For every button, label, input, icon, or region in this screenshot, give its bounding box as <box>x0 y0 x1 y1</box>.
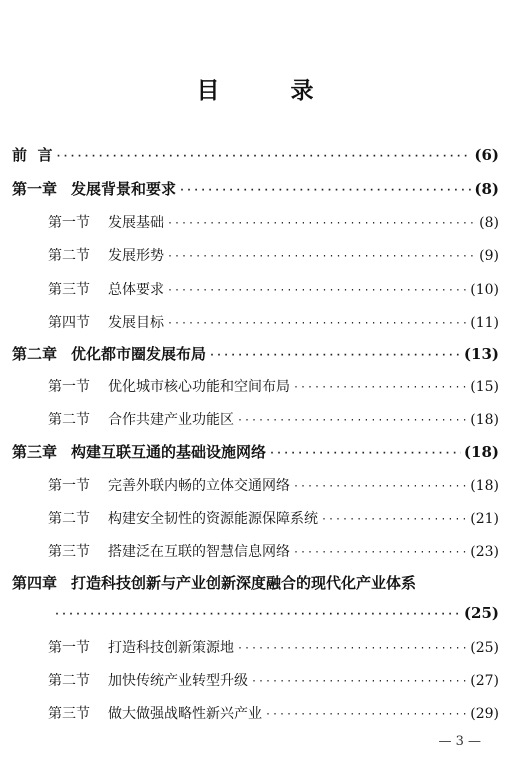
section-title: 发展形势 <box>108 248 164 264</box>
toc-entry-chapter-3[interactable] <box>12 441 499 462</box>
leader-dots <box>167 318 467 329</box>
leader-dots <box>237 415 467 426</box>
toc-entry-chapter-2[interactable] <box>12 343 499 364</box>
toc-entry-chapter-2-section-2[interactable] <box>48 409 499 429</box>
leader-dots <box>209 350 461 361</box>
leader-dots <box>167 218 476 229</box>
leader-dots <box>265 709 467 720</box>
section-number: 第二节 <box>48 511 90 527</box>
section-number: 第三节 <box>48 706 90 722</box>
toc-entry-chapter-3-section-3[interactable] <box>48 541 499 561</box>
chapter-number: 第四章 <box>12 574 58 592</box>
toc-entry-chapter-2-section-1[interactable] <box>48 376 499 396</box>
toc-page-number: (23) <box>470 544 499 560</box>
section-number: 第一节 <box>48 379 90 395</box>
chapter-number: 第二章 <box>12 345 58 363</box>
leader-dots <box>55 151 471 162</box>
section-title: 完善外联内畅的立体交通网络 <box>108 478 290 494</box>
section-title: 优化城市核心功能和空间布局 <box>108 379 290 395</box>
section-title: 搭建泛在互联的智慧信息网络 <box>108 544 290 560</box>
toc-entry-chapter-1-section-1[interactable] <box>48 212 499 232</box>
section-number: 第一节 <box>48 640 90 656</box>
section-number: 第二节 <box>48 248 90 264</box>
section-number: 第四节 <box>48 315 90 331</box>
toc-entry-chapter-1-section-3[interactable] <box>48 279 499 299</box>
toc-entry-chapter-4-section-1[interactable] <box>48 637 499 657</box>
toc-entry-chapter-4-section-2[interactable] <box>48 670 499 690</box>
toc-entry-chapter-4-section-3[interactable] <box>48 703 499 723</box>
toc-page-number: (13) <box>463 345 499 363</box>
leader-dots <box>167 251 476 262</box>
toc-page-number: (15) <box>470 379 499 395</box>
toc-page-number: (21) <box>470 511 499 527</box>
title-char-1: 目 <box>196 78 221 104</box>
leader-dots <box>293 481 467 492</box>
section-number: 第三节 <box>48 544 90 560</box>
chapter-title: 打造科技创新与产业创新深度融合的现代化产业体系 <box>71 574 417 592</box>
leader-dots <box>237 643 467 654</box>
page-title <box>0 72 511 105</box>
chapter-number: 第三章 <box>12 443 58 461</box>
toc-page-number: (25) <box>470 640 499 656</box>
toc-page-number: (6) <box>474 146 499 164</box>
section-title: 打造科技创新策源地 <box>108 640 234 656</box>
toc-label: 前 言 <box>12 146 53 164</box>
leader-dots <box>321 514 467 525</box>
leader-dots <box>167 285 467 296</box>
toc-page-number: (29) <box>470 706 499 722</box>
toc-entry-chapter-4[interactable] <box>12 572 499 593</box>
toc-entry-chapter-4-continuation[interactable] <box>54 604 499 622</box>
section-title: 发展目标 <box>108 315 164 331</box>
leader-dots <box>293 382 467 393</box>
section-title: 发展基础 <box>108 215 164 231</box>
toc-page-number: (25) <box>463 604 499 622</box>
section-title: 加快传统产业转型升级 <box>108 673 248 689</box>
toc-page-number: (18) <box>470 478 499 494</box>
page-number-footer: — 3 — <box>438 734 481 749</box>
toc-page-number: (18) <box>470 412 499 428</box>
chapter-title: 构建互联互通的基础设施网络 <box>71 443 267 461</box>
section-number: 第二节 <box>48 412 90 428</box>
toc-entry-chapter-1-section-2[interactable] <box>48 245 499 265</box>
section-title: 做大做强战略性新兴产业 <box>108 706 262 722</box>
leader-dots <box>54 609 461 620</box>
leader-dots <box>293 547 467 558</box>
section-number: 第一节 <box>48 215 90 231</box>
section-number: 第一节 <box>48 478 90 494</box>
toc-entry-chapter-3-section-2[interactable] <box>48 508 499 528</box>
toc-entry-chapter-1-section-4[interactable] <box>48 312 499 332</box>
toc-entry-preface[interactable] <box>12 144 499 165</box>
title-char-2: 录 <box>290 78 315 104</box>
toc-page-number: (18) <box>463 443 499 461</box>
toc-entry-chapter-1[interactable] <box>12 178 499 199</box>
section-number: 第二节 <box>48 673 90 689</box>
toc-page-number: (8) <box>474 180 499 198</box>
toc-page-number: (8) <box>479 215 499 231</box>
section-number: 第三节 <box>48 282 90 298</box>
chapter-number: 第一章 <box>12 180 58 198</box>
leader-dots <box>269 448 461 459</box>
section-title: 合作共建产业功能区 <box>108 412 234 428</box>
chapter-title: 优化都市圈发展布局 <box>71 345 207 363</box>
toc-page-number: (9) <box>479 248 499 264</box>
chapter-title: 发展背景和要求 <box>71 180 177 198</box>
toc-page-number: (11) <box>470 315 499 331</box>
toc-entry-chapter-3-section-1[interactable] <box>48 475 499 495</box>
section-title: 总体要求 <box>108 282 164 298</box>
toc-page-number: (27) <box>470 673 499 689</box>
leader-dots <box>179 185 471 196</box>
toc-page-number: (10) <box>470 282 499 298</box>
section-title: 构建安全韧性的资源能源保障系统 <box>108 511 318 527</box>
leader-dots <box>251 676 467 687</box>
